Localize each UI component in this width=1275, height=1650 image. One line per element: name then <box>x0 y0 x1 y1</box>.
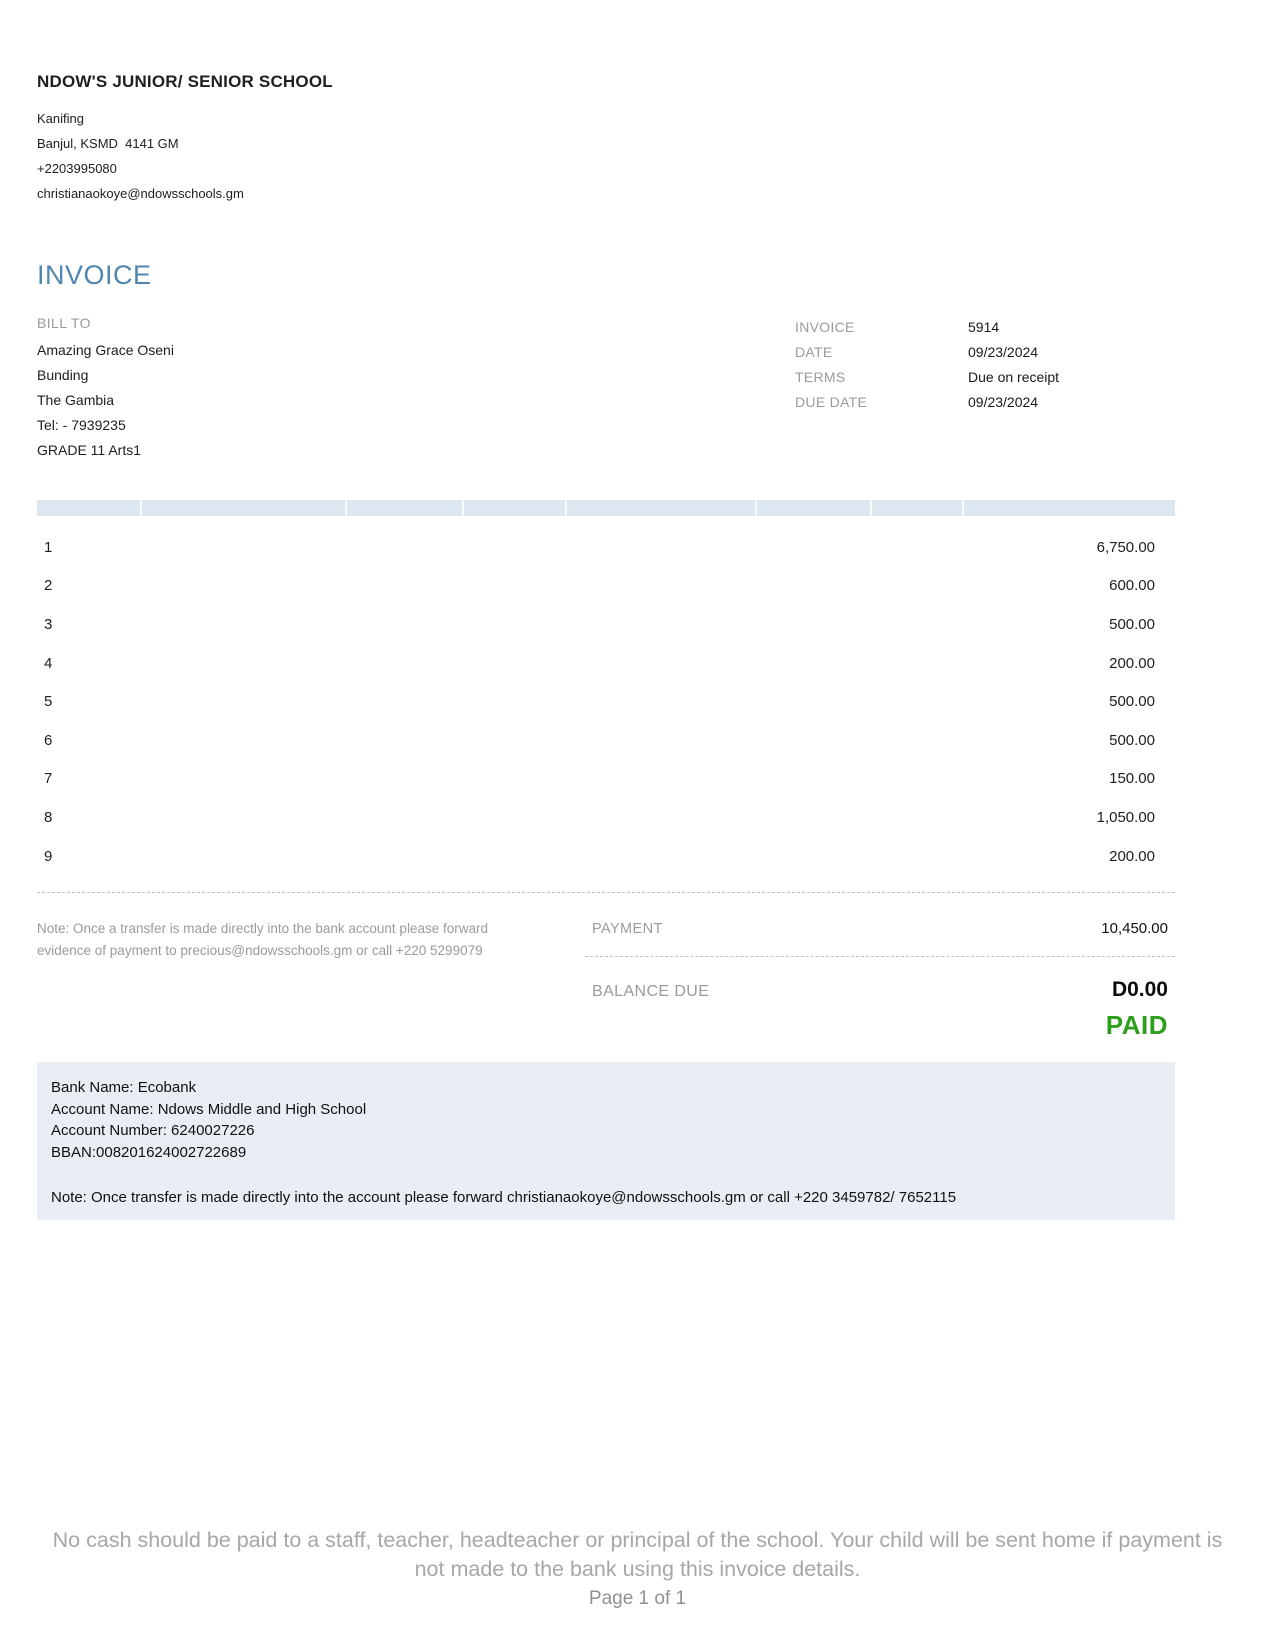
page-footer <box>0 1526 1275 1610</box>
table-row <box>37 528 1175 567</box>
bill-to-country: The Gambia <box>37 392 115 408</box>
school-email: christianaokoye@ndowsschools.gm <box>37 186 244 201</box>
table-row <box>37 837 1175 876</box>
bill-to-label: BILL TO <box>37 315 91 331</box>
line-number: 8 <box>44 808 53 826</box>
meta-row-terms <box>795 365 1175 390</box>
line-number: 3 <box>44 615 53 633</box>
line-amount: 200.00 <box>1109 654 1155 672</box>
bank-account-name: Account Name: Ndows Middle and High School <box>51 1100 367 1118</box>
line-items-table <box>37 528 1175 875</box>
table-row <box>37 567 1175 606</box>
column-separator <box>140 500 142 516</box>
meta-value-terms: Due on receipt <box>968 369 1060 385</box>
payment-amount: 10,450.00 <box>1101 920 1168 937</box>
bill-to-phone: Tel: - 7939235 <box>37 417 126 433</box>
meta-label-invoice: INVOICE <box>795 319 855 335</box>
line-amount: 1,050.00 <box>1096 808 1155 826</box>
column-separator <box>870 500 872 516</box>
page-indicator: Page 1 of 1 <box>588 1588 687 1609</box>
balance-due-row <box>592 978 1168 1002</box>
table-header-bar <box>37 500 1175 516</box>
invoice-title: INVOICE <box>37 260 152 290</box>
meta-label-date: DATE <box>795 344 833 360</box>
line-number: 4 <box>44 654 53 672</box>
line-amount: 150.00 <box>1109 770 1155 788</box>
table-row <box>37 760 1175 799</box>
line-number: 1 <box>44 538 53 556</box>
school-address-line1: Kanifing <box>37 111 84 126</box>
column-separator <box>755 500 757 516</box>
table-row <box>37 721 1175 760</box>
school-address-line2: Banjul, KSMD 4141 GM <box>37 136 179 151</box>
meta-value-invoice-number: 5914 <box>968 319 1000 335</box>
line-amount: 200.00 <box>1109 847 1155 865</box>
bank-bban: BBAN:008201624002722689 <box>51 1143 247 1161</box>
dashed-divider-payment <box>585 956 1175 957</box>
invoice-meta <box>795 315 1175 415</box>
line-number: 7 <box>44 770 53 788</box>
dashed-divider-top <box>37 892 1175 893</box>
table-row <box>37 605 1175 644</box>
column-separator <box>462 500 464 516</box>
line-amount: 500.00 <box>1109 693 1155 711</box>
line-amount: 6,750.00 <box>1096 538 1155 556</box>
bill-to-name: Amazing Grace Oseni <box>37 342 174 358</box>
meta-value-due-date: 09/23/2024 <box>968 394 1039 410</box>
meta-label-due-date: DUE DATE <box>795 394 868 410</box>
line-amount: 600.00 <box>1109 577 1155 595</box>
table-row <box>37 682 1175 721</box>
line-amount: 500.00 <box>1109 615 1155 633</box>
table-row <box>37 798 1175 837</box>
bank-account-number: Account Number: 6240027226 <box>51 1122 255 1139</box>
meta-row-due-date <box>795 390 1175 415</box>
bill-to-grade: GRADE 11 Arts1 <box>37 442 142 458</box>
column-separator <box>565 500 567 516</box>
bank-name: Bank Name: Ecobank <box>51 1079 197 1096</box>
payment-row <box>592 920 1168 937</box>
transfer-note: Note: Once a transfer is made directly into the bank account please forward evidence of payment to precious@ndowsschools.gm or call +220 5299079 <box>37 921 488 958</box>
paid-stamp: PAID <box>1105 1010 1168 1040</box>
balance-due-label: BALANCE DUE <box>592 983 710 1000</box>
bill-to-address: Bunding <box>37 367 89 383</box>
school-phone: +2203995080 <box>37 161 117 176</box>
balance-due-amount: D0.00 <box>1111 978 1168 1001</box>
meta-label-terms: TERMS <box>795 369 846 385</box>
line-amount: 500.00 <box>1109 731 1155 749</box>
line-number: 6 <box>44 731 53 749</box>
meta-value-date: 09/23/2024 <box>968 344 1039 360</box>
footer-warning: No cash should be paid to a staff, teacher, headteacher or principal of the school. Your child will be sent home if payment is not made to the bank using this invoice details. <box>52 1528 1223 1581</box>
meta-row-invoice <box>795 315 1175 340</box>
bill-to-section <box>37 315 457 463</box>
line-number: 5 <box>44 693 53 711</box>
payment-label: PAYMENT <box>592 921 663 937</box>
school-name: NDOW'S JUNIOR/ SENIOR SCHOOL <box>37 72 333 91</box>
bank-note: Note: Once transfer is made directly into the account please forward christianaokoye@ndowsschools.gm or call +220 3459782/ 7652115 <box>51 1189 957 1206</box>
table-row <box>37 644 1175 683</box>
column-separator <box>345 500 347 516</box>
line-number: 2 <box>44 577 53 595</box>
line-number: 9 <box>44 847 53 865</box>
column-separator <box>962 500 964 516</box>
school-header <box>37 72 333 206</box>
bank-details-box <box>37 1062 1175 1220</box>
meta-row-date <box>795 340 1175 365</box>
